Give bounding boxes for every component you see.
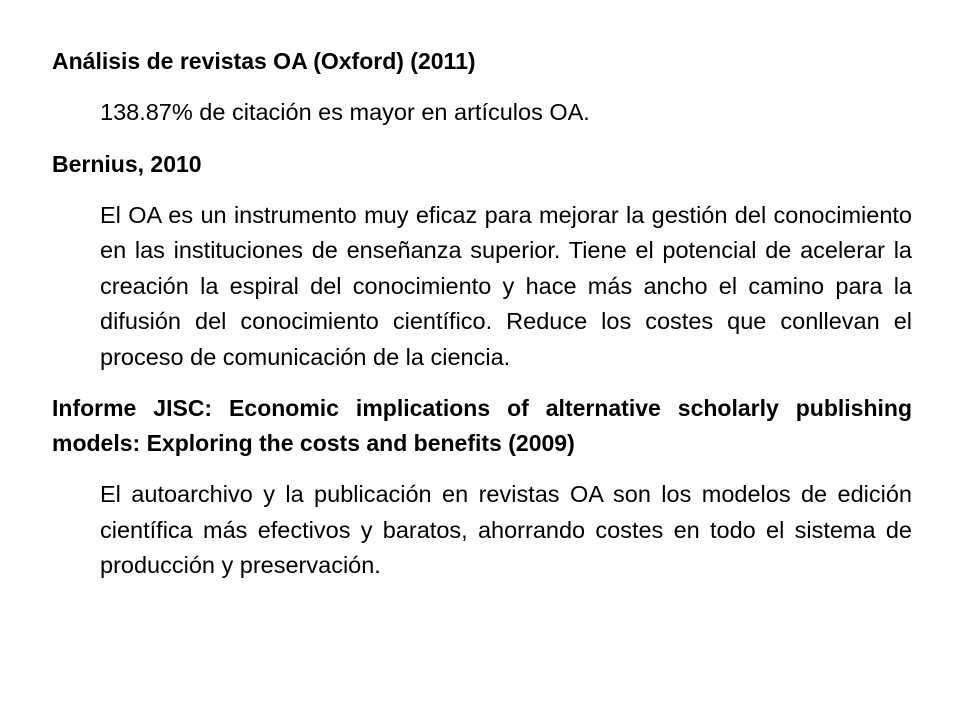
section-heading-bernius: Bernius, 2010: [52, 150, 202, 177]
section-body-jisc: El autoarchivo y la publicación en revistas OA son los modelos de edición científica más efectivos y baratos, ahorrando costes en todo el sistema de producción y preservación.: [100, 481, 912, 578]
slide-content: [52, 44, 912, 600]
section-body-bernius: El OA es un instrumento muy eficaz para mejorar la gestión del conocimiento en las instituciones de enseñanza superior. Tiene el potencial de acelerar la creación la espiral del conocimiento y hace más ancho el camino para la difusión del conocimiento científico. Reduce los costes que conllevan el proceso de comunicación de la ciencia.: [100, 201, 912, 370]
section-heading-jisc: Informe JISC: Economic implications of alternative scholarly publishing models: Exploring the costs and benefits (2009): [52, 395, 912, 456]
section-body-oxford: 138.87% de citación es mayor en artículos OA.: [100, 99, 590, 125]
section-heading-oxford: Análisis de revistas OA (Oxford) (2011): [52, 48, 476, 74]
